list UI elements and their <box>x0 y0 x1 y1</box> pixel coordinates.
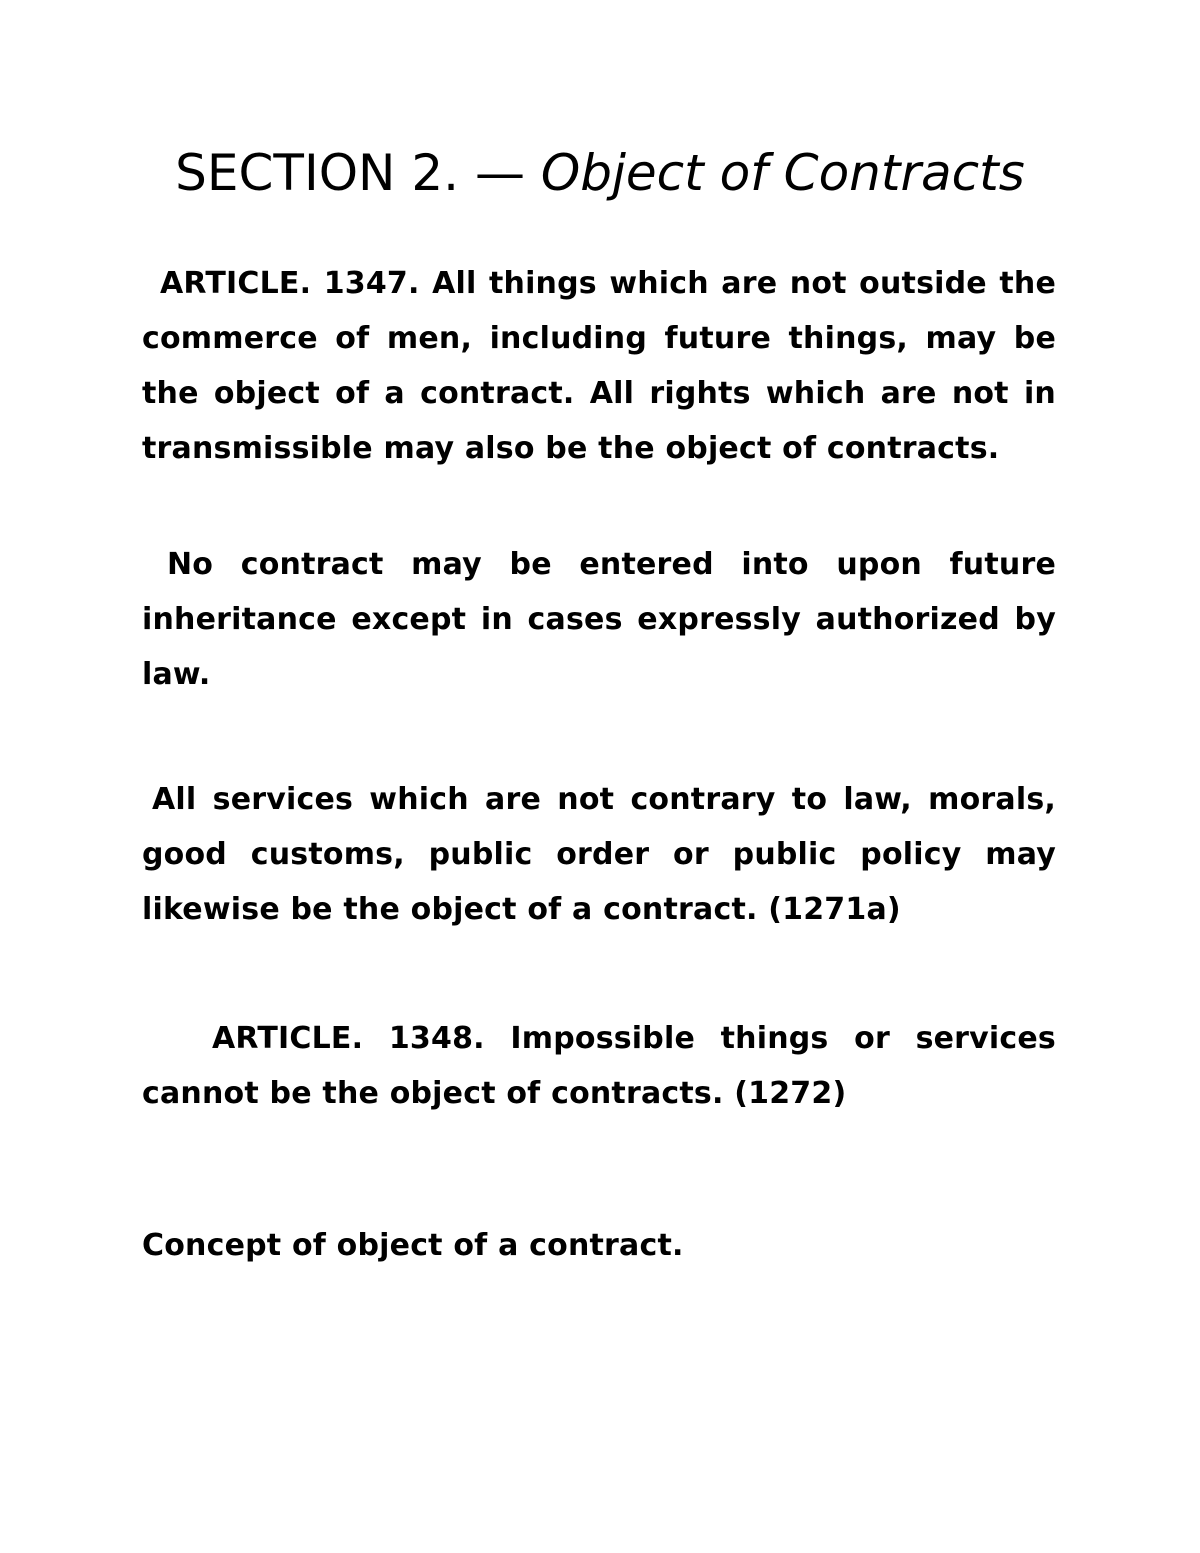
section-name: Object of Contracts <box>540 144 1025 202</box>
future-inheritance-paragraph: No contract may be entered into upon future inheritance except in cases expressly authorized by law. <box>142 547 1056 692</box>
section-title <box>0 140 1200 206</box>
article-1348-paragraph: ARTICLE. 1348. Impossible things or services cannot be the object of contracts. (1272) <box>142 1021 1056 1111</box>
concept-heading: Concept of object of a contract. <box>142 1228 684 1263</box>
section-number: SECTION 2. — <box>175 144 541 202</box>
services-paragraph: All services which are not contrary to law, morals, good customs, public order or public policy may likewise be the object of a contract. (1271a) <box>142 782 1056 927</box>
article-1347-paragraph: ARTICLE. 1347. All things which are not outside the commerce of men, including future things, may be the object of a contract. All rights which are not in transmissible may also be the object of contracts. <box>142 266 1056 466</box>
